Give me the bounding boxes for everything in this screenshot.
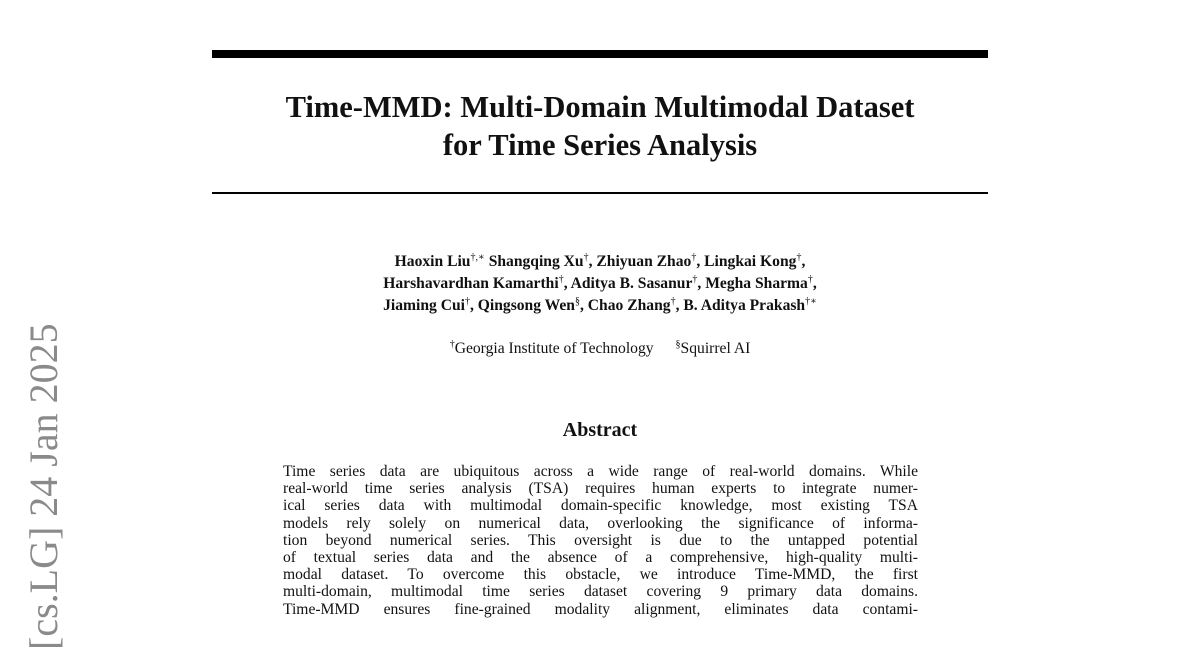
title-line-1: Time-MMD: Multi-Domain Multimodal Dataset [285, 90, 915, 124]
abstract-line: real-world time series analysis (TSA) requires human experts to integrate numer- [283, 480, 918, 498]
affiliation-name: Squirrel AI [680, 340, 751, 357]
abstract-line: models rely solely on numerical data, overlooking the significance of informa- [283, 514, 918, 532]
author-name: Megha Sharma [705, 275, 808, 292]
author-name: B. Aditya Prakash [683, 297, 806, 314]
affiliations [212, 339, 988, 359]
author-mark: † [583, 252, 589, 263]
affiliation-mark: † [449, 339, 455, 350]
affiliation-name: Georgia Institute of Technology [454, 340, 654, 357]
author-mark: †∗ [805, 296, 817, 307]
author-name: Jiaming Cui [383, 297, 465, 314]
abstract-body [283, 463, 918, 618]
author-mark: † [796, 252, 802, 263]
author-list [212, 251, 988, 317]
abstract-line: multi-domain, multimodal time series dataset covering 9 primary data domains. [283, 583, 918, 601]
author-name: Chao Zhang [587, 297, 671, 314]
title-rule-bottom [212, 192, 988, 194]
author-name: Lingkai Kong [704, 253, 797, 270]
author-mark: † [692, 274, 698, 285]
author-mark: † [558, 274, 564, 285]
author-name: Qingsong Wen [477, 297, 575, 314]
affiliation-mark: § [675, 339, 681, 350]
abstract-heading: Abstract [562, 419, 638, 441]
title-line-2: for Time Series Analysis [442, 128, 758, 162]
author-mark: † [807, 274, 813, 285]
author-line-2: Harshavardhan Kamarthi†, Aditya B. Sasanur†, Megha Sharma†, [383, 274, 817, 292]
author-name: Shangqing Xu [488, 253, 584, 270]
author-mark: † [691, 252, 697, 263]
author-mark: § [574, 296, 580, 307]
paper-title [212, 88, 988, 164]
arxiv-side-stamp: [cs.LG] 24 Jan 2025 [21, 323, 66, 650]
author-name: Zhiyuan Zhao [596, 253, 692, 270]
author-mark: † [670, 296, 676, 307]
abstract-line: of textual series data and the absence of a comprehensive, high-quality multi- [283, 549, 918, 567]
author-line-3: Jiaming Cui†, Qingsong Wen§, Chao Zhang†, B. Aditya Prakash†∗ [383, 296, 817, 314]
author-name: Harshavardhan Kamarthi [383, 275, 559, 292]
title-rule-top [212, 50, 988, 58]
abstract-line: ical series data with multimodal domain-specific knowledge, most existing TSA [283, 497, 918, 515]
abstract-line: tion beyond numerical series. This oversight is due to the untapped potential [283, 531, 918, 549]
author-name: Aditya B. Sasanur [570, 275, 693, 292]
author-name: Haoxin Liu [394, 253, 471, 270]
abstract-line: Time series data are ubiquitous across a wide range of real-world domains. While [283, 463, 918, 480]
author-mark: † [464, 296, 470, 307]
author-mark: †,∗ [470, 252, 485, 263]
author-line-1: Haoxin Liu†,∗ Shangqing Xu†, Zhiyuan Zhao†, Lingkai Kong†, [394, 252, 806, 270]
abstract-line: modal dataset. To overcome this obstacle, we introduce Time-MMD, the first [283, 566, 918, 584]
abstract-line: Time-MMD ensures fine-grained modality alignment, eliminates data contami- [283, 600, 918, 618]
